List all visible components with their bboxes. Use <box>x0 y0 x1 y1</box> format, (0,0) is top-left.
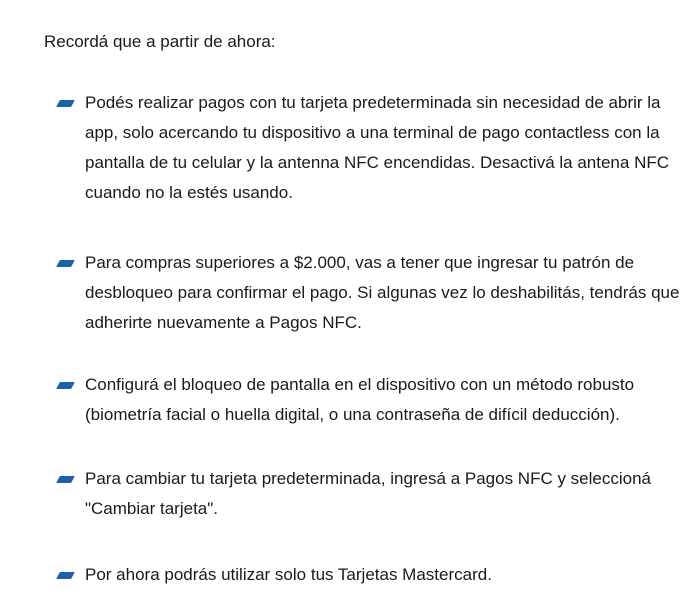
bullet-icon <box>56 382 75 389</box>
list-item-text: Para compras superiores a $2.000, vas a tener que ingresar tu patrón de desbloqueo para confirmar el pago. Si algunas vez lo deshabilitás, tendrás que adherirte nuevamente a Pagos NFC. <box>85 253 680 332</box>
list-item-text: Para cambiar tu tarjeta predeterminada, ingresá a Pagos NFC y seleccioná "Cambiar tarjeta". <box>85 469 652 518</box>
intro-text: Recordá que a partir de ahora: <box>44 32 276 51</box>
list-item-text: Podés realizar pagos con tu tarjeta predeterminada sin necesidad de abrir la app, solo acercando tu dispositivo a una terminal de pago contactless con la pantalla de tu celular y la antenna NFC encendidas. Desactivá la antena NFC cuando no la estés usando. <box>85 93 670 202</box>
bullet-icon <box>56 260 75 267</box>
bullet-icon <box>56 476 75 483</box>
list-item-text: Configurá el bloqueo de pantalla en el dispositivo con un método robusto (biometría facial o huella digital, o una contraseña de difícil deducción). <box>85 375 635 424</box>
bullet-icon <box>56 572 75 579</box>
list-item-text: Por ahora podrás utilizar solo tus Tarjetas Mastercard. <box>85 565 492 584</box>
bullet-icon <box>56 100 75 107</box>
